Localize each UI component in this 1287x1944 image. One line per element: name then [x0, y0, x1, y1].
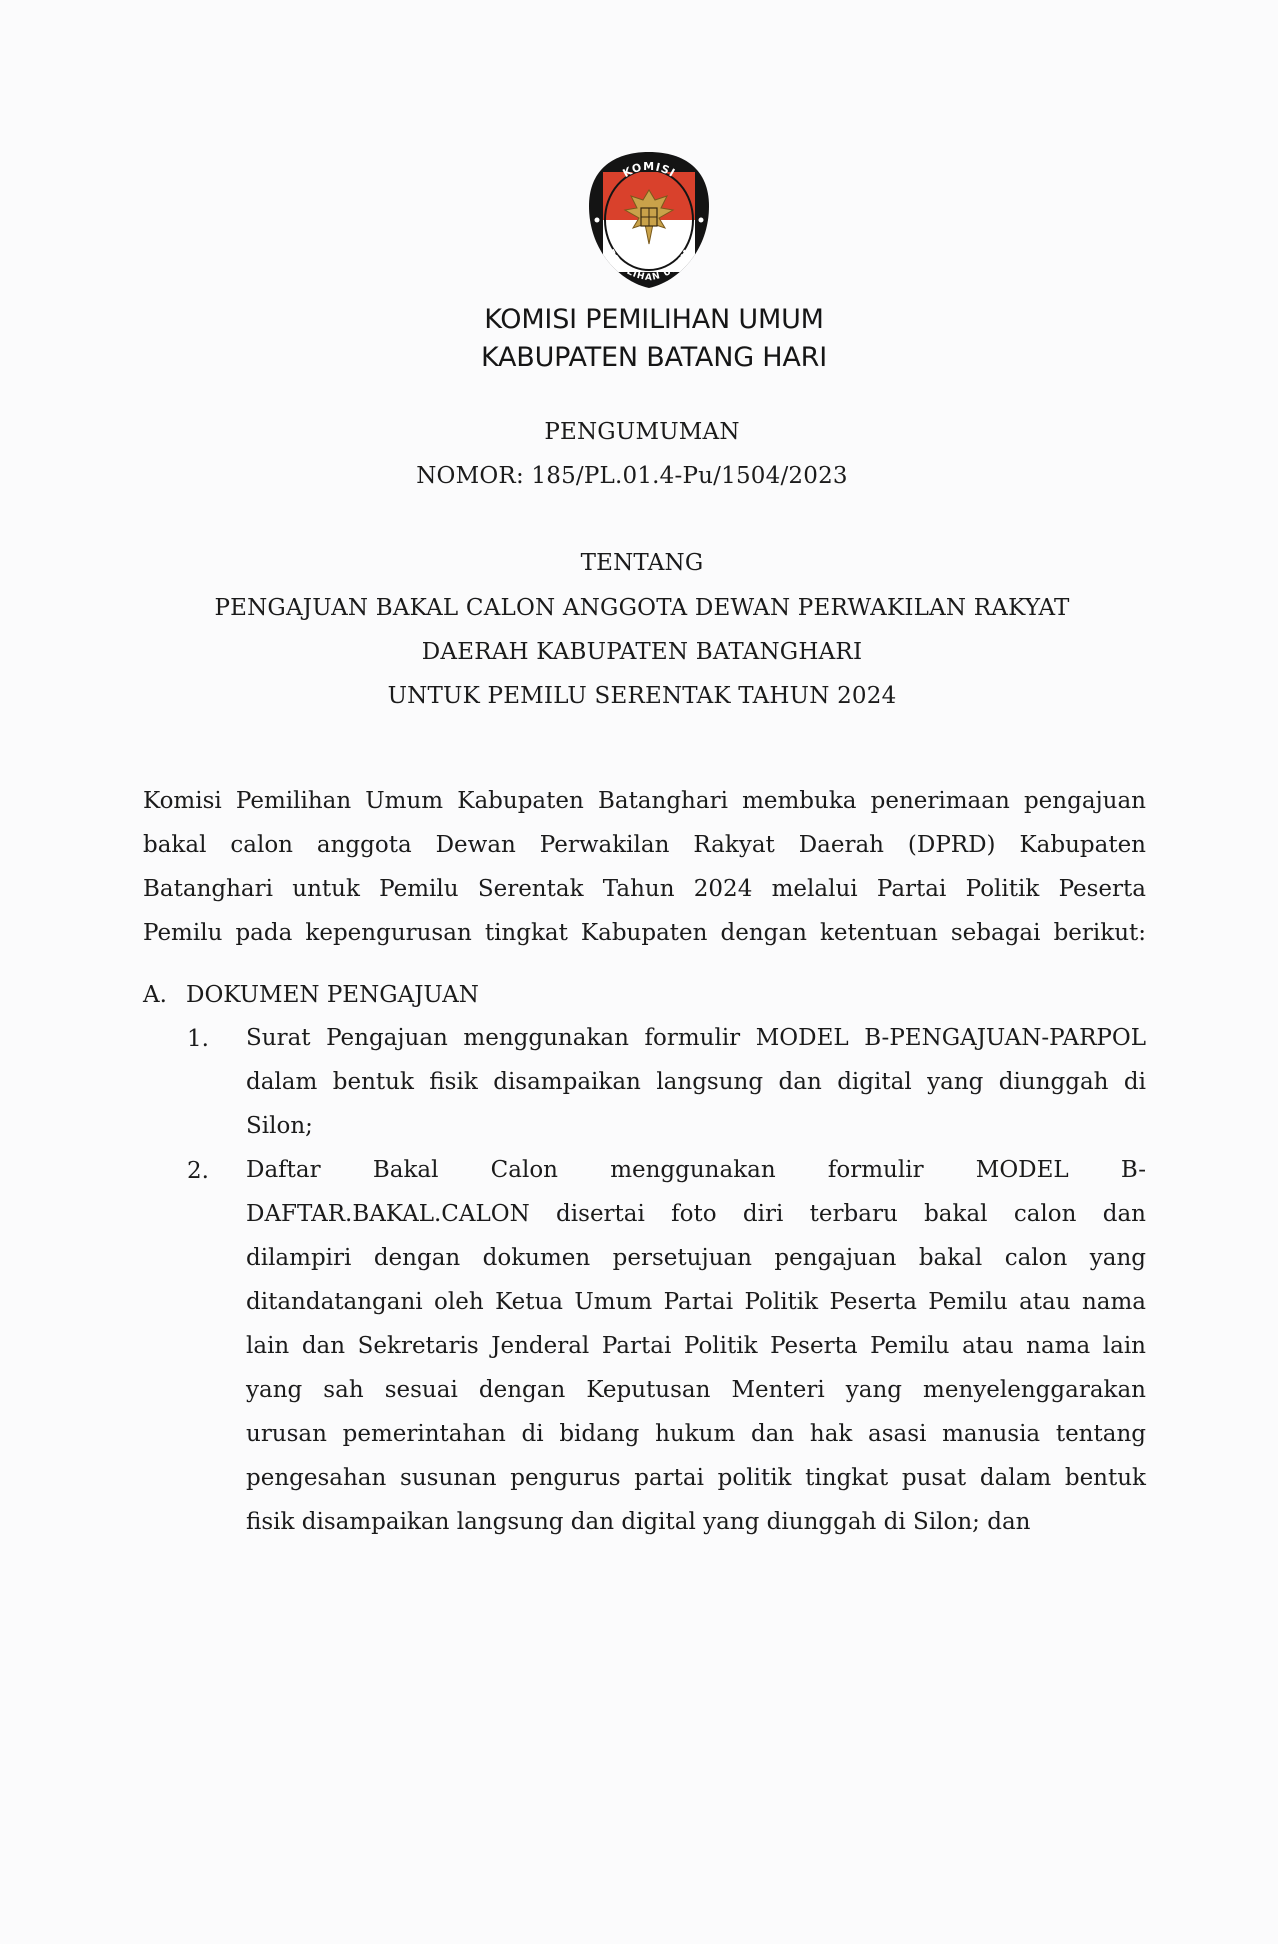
paragraph-line: Komisi Pemilihan Umum Kabupaten Batanghari membuka penerimaan pengajuan — [143, 788, 1146, 814]
logo-arc-text-top: KOMISI — [620, 159, 678, 181]
section-marker: A. — [143, 982, 167, 1008]
intro-paragraph — [143, 779, 1146, 955]
list-item-line: ditandatangani oleh Ketua Umum Partai Politik Peserta Pemilu atau nama — [246, 1289, 1146, 1315]
paragraph-line: Pemilu pada kepengurusan tingkat Kabupaten dengan ketentuan sebagai berikut: — [143, 920, 1146, 946]
logo-arc-text-bottom: PEMILIHAN UMUM — [604, 247, 694, 284]
list-item-line: urusan pemerintahan di bidang hukum dan hak asasi manusia tentang — [246, 1421, 1146, 1447]
list-item — [246, 1148, 1146, 1544]
title-line: DAERAH KABUPATEN BATANGHARI — [421, 639, 863, 665]
list-item-line: DAFTAR.BAKAL.CALON disertai foto diri terbaru bakal calon dan — [246, 1201, 1146, 1227]
agency-region: KABUPATEN BATANG HARI — [480, 342, 827, 373]
list-item-line: Silon; — [246, 1113, 313, 1139]
document-type: PENGUMUMAN — [544, 419, 740, 445]
paragraph-line: bakal calon anggota Dewan Perwakilan Rakyat Daerah (DPRD) Kabupaten — [143, 832, 1146, 858]
list-item-line: pengesahan susunan pengurus partai politik tingkat pusat dalam bentuk — [246, 1465, 1146, 1491]
list-item-line: Surat Pengajuan menggunakan formulir MODEL B-PENGAJUAN-PARPOL — [246, 1025, 1146, 1051]
list-item-line: dilampiri dengan dokumen persetujuan pengajuan bakal calon yang — [246, 1245, 1146, 1271]
list-item — [246, 1016, 1146, 1148]
section-heading: DOKUMEN PENGAJUAN — [186, 982, 479, 1008]
title-line: PENGAJUAN BAKAL CALON ANGGOTA DEWAN PERWAKILAN RAKYAT — [214, 595, 1070, 621]
tentang-label: TENTANG — [580, 550, 704, 576]
list-item-line: dalam bentuk fisik disampaikan langsung dan digital yang diunggah di — [246, 1069, 1146, 1095]
list-item-line: fisik disampaikan langsung dan digital yang diunggah di Silon; dan — [246, 1509, 1031, 1535]
agency-name: KOMISI PEMILIHAN UMUM — [484, 304, 824, 335]
list-item-line: Daftar Bakal Calon menggunakan formulir MODEL B- — [246, 1157, 1146, 1183]
kpu-garuda-emblem-icon — [585, 148, 713, 292]
document-number: NOMOR: 185/PL.01.4-Pu/1504/2023 — [416, 463, 848, 489]
list-item-number: 1. — [187, 1026, 209, 1052]
scan-edge — [1278, 0, 1287, 1944]
paragraph-line: Batanghari untuk Pemilu Serentak Tahun 2024 melalui Partai Politik Peserta — [143, 876, 1146, 902]
title-line: UNTUK PEMILU SERENTAK TAHUN 2024 — [387, 683, 897, 709]
list-item-line: lain dan Sekretaris Jenderal Partai Politik Peserta Pemilu atau nama lain — [246, 1333, 1146, 1359]
list-item-line: yang sah sesuai dengan Keputusan Menteri yang menyelenggarakan — [246, 1377, 1146, 1403]
list-item-number: 2. — [187, 1158, 209, 1184]
